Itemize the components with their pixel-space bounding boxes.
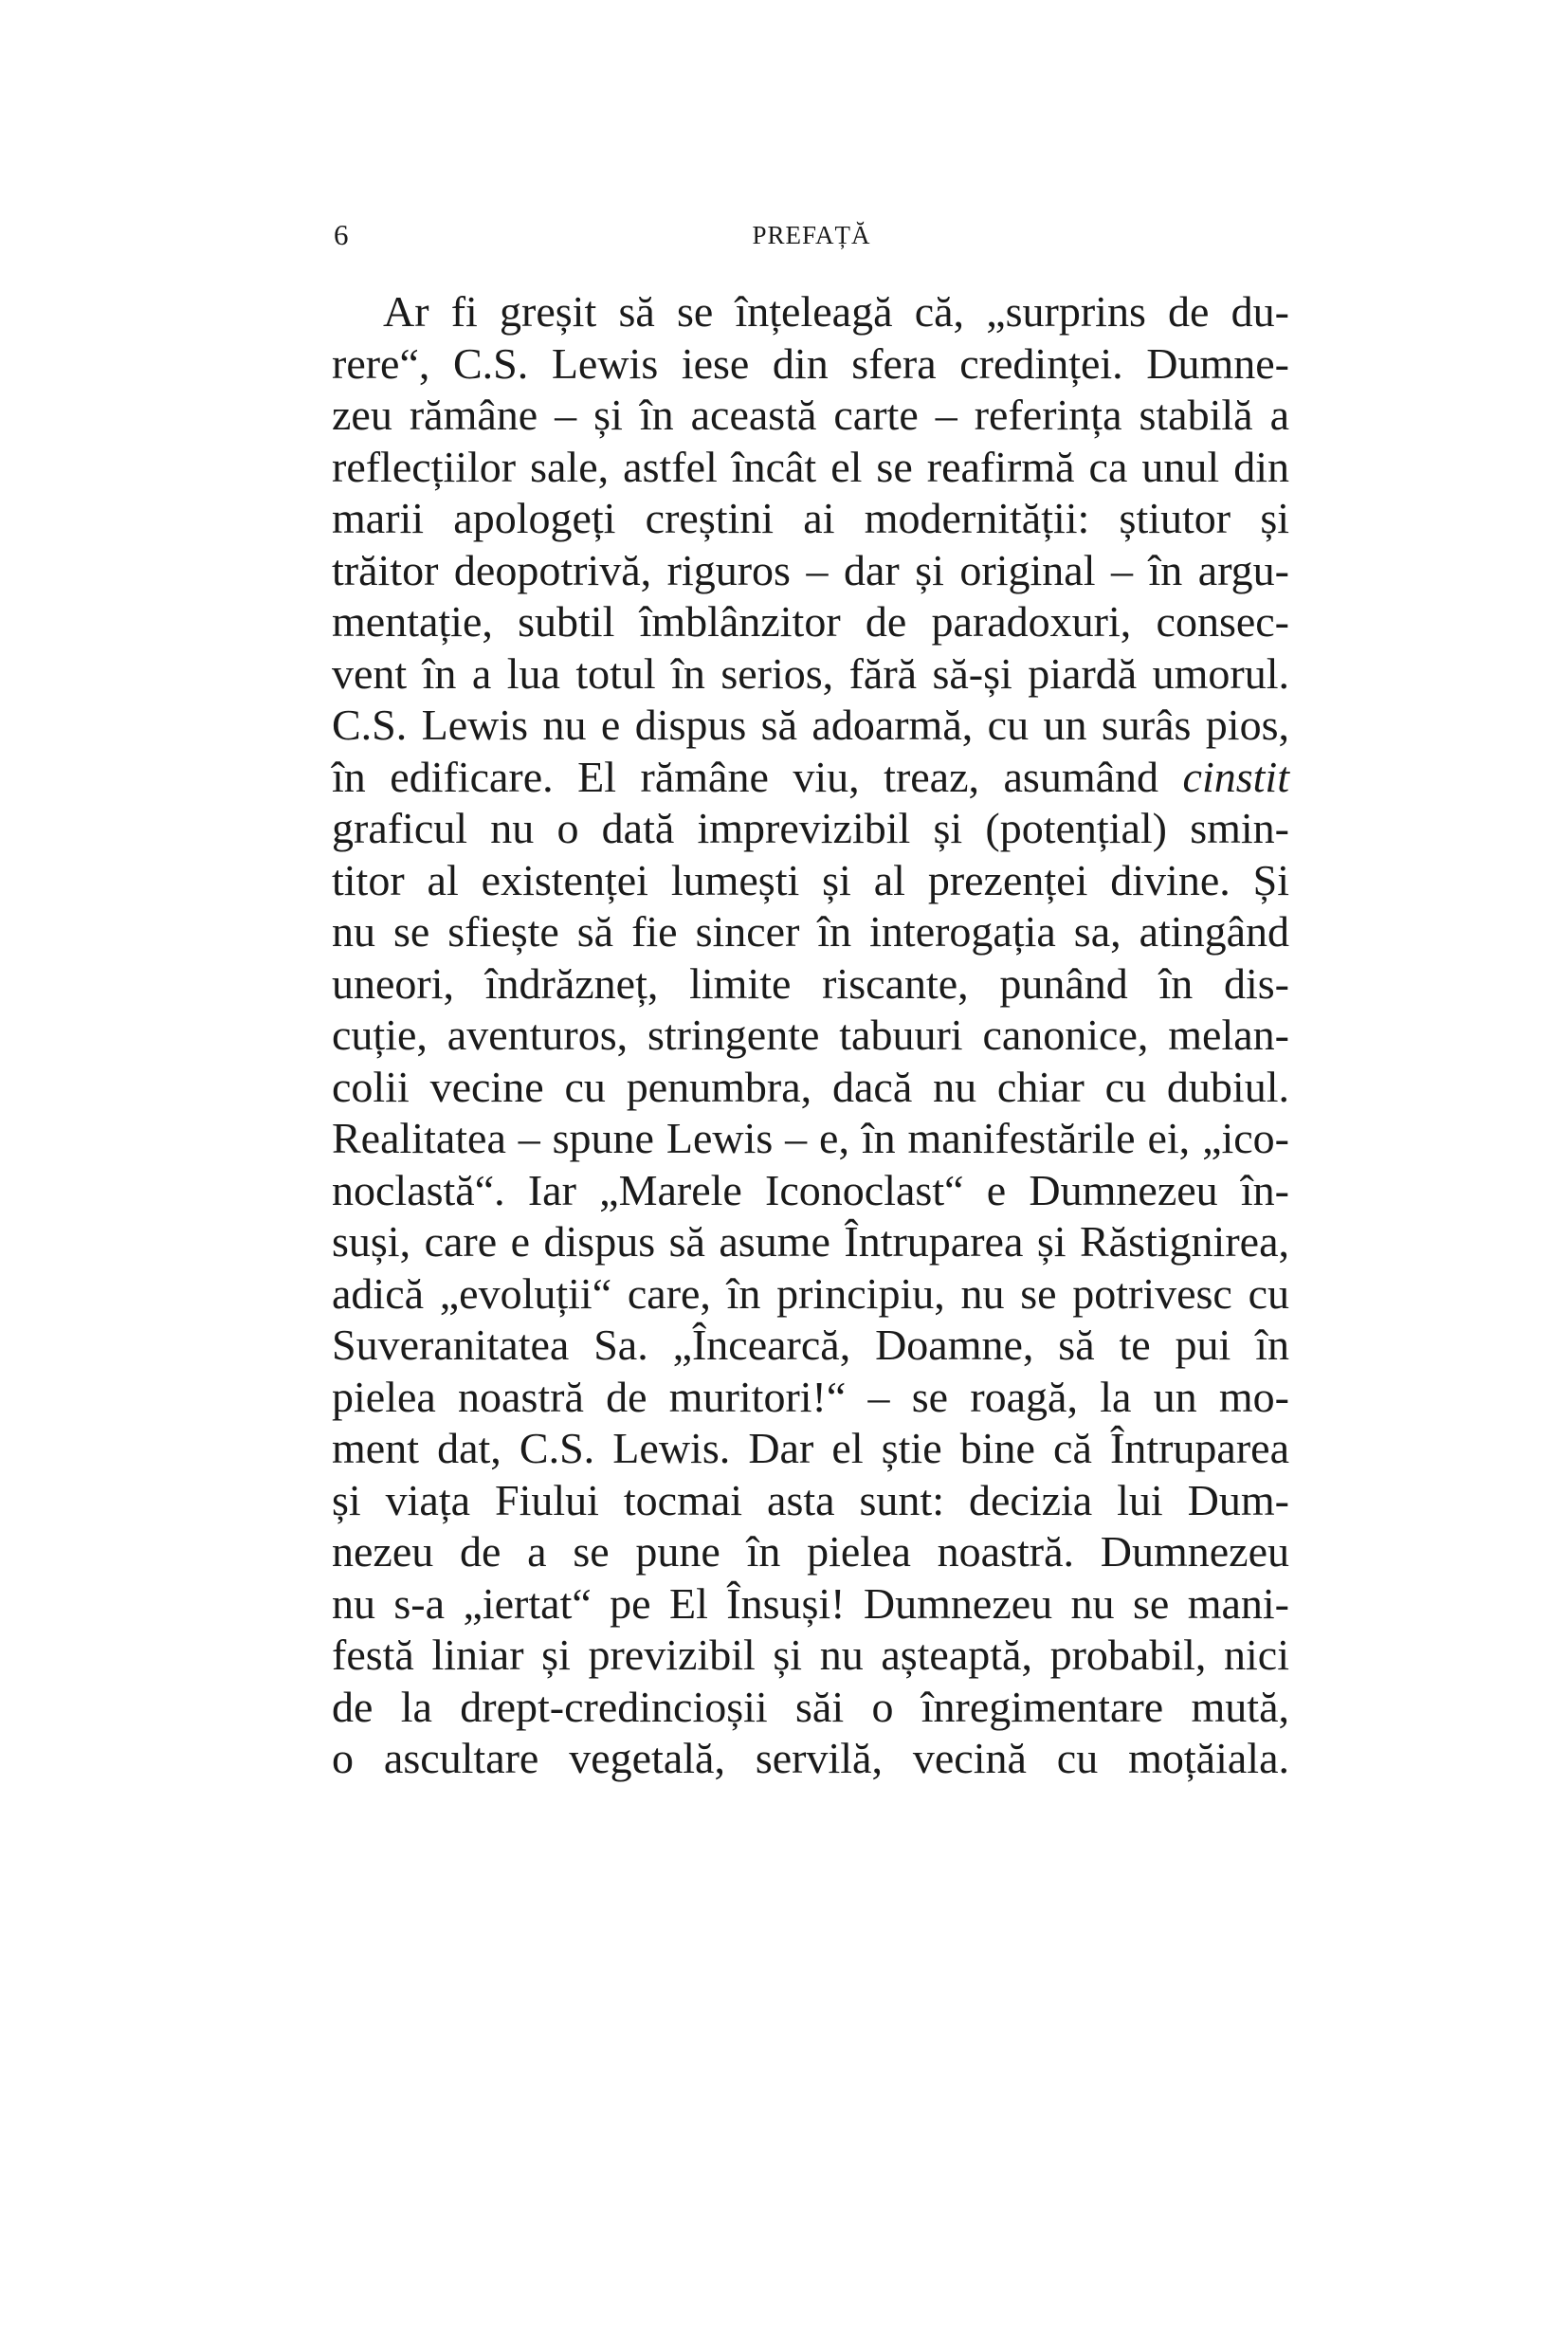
text-line: graficul nu o dată imprevizibil și (potențial) smin- (332, 804, 1289, 852)
text-line: suși, care e dispus să asume Întruparea și Răstignirea, (332, 1217, 1289, 1266)
text-line: cuție, aventuros, stringente tabuuri canonice, melan- (332, 1011, 1289, 1059)
text-line: ment dat, C.S. Lewis. Dar el știe bine că Întruparea (332, 1424, 1289, 1472)
text-line: C.S. Lewis nu e dispus să adoarmă, cu un surâs pios, (332, 701, 1289, 749)
text-line: o ascultare vegetală, servilă, vecină cu moțăiala. (332, 1734, 1289, 1782)
text-line: uneori, îndrăzneț, limite riscante, punând în dis- (332, 958, 1289, 1008)
text-line: zeu rămâne – și în această carte – referința stabilă a (332, 391, 1289, 439)
text-line: nu se sfiește să fie sincer în interogația sa, atingând (332, 907, 1289, 956)
text-line: noclastă“. Iar „Marele Iconoclast“ e Dumnezeu în- (332, 1165, 1289, 1214)
page-number: 6 (334, 218, 349, 251)
body-text (332, 286, 1289, 1785)
text-line: și viața Fiului tocmai asta sunt: decizia lui Dum- (332, 1475, 1289, 1524)
text-line-with-italic (332, 752, 1289, 804)
text-line: Suveranitatea Sa. „Încearcă, Doamne, să te pui în (332, 1321, 1289, 1369)
italic-word: cinstit (1182, 752, 1289, 801)
text-line: marii apologeți creștini ai modernității: știutor și (332, 494, 1289, 542)
text-line: festă liniar și previzibil și nu așteaptă, probabil, nici (332, 1631, 1289, 1679)
text-line: de la drept-credincioșii săi o înregimentare mută, (332, 1682, 1289, 1731)
text-line: Ar fi greșit să se înțeleagă că, „surprins de du- (383, 287, 1289, 336)
text-line: rere“, C.S. Lewis iese din sfera credinței. Dumne- (332, 338, 1289, 388)
text-line: reflecțiilor sale, astfel încât el se reafirmă ca unul din (332, 442, 1289, 491)
text-line: Realitatea – spune Lewis – e, în manifestările ei, „ico- (332, 1114, 1289, 1162)
page-header (334, 216, 1289, 254)
text-line: titor al existenței lumești și al prezenței divine. Și (332, 855, 1289, 904)
text-line: nu s-a „iertat“ pe El Însuși! Dumnezeu nu se mani- (332, 1578, 1289, 1628)
text-line: adică „evoluții“ care, în principiu, nu se potrivesc cu (332, 1268, 1289, 1318)
text-line: trăitor deopotrivă, riguros – dar și original – în argu- (332, 545, 1289, 594)
running-head: PREFAȚĂ (752, 221, 871, 249)
text-line: vent în a lua totul în serios, fără să-și piardă umorul. (332, 648, 1289, 698)
text-line: nezeu de a se pune în pielea noastră. Dumnezeu (332, 1527, 1289, 1576)
text-line: mentație, subtil îmblânzitor de paradoxuri, consec- (332, 597, 1289, 646)
text-line: colii vecine cu penumbra, dacă nu chiar cu dubiul. (332, 1062, 1289, 1111)
text-line: pielea noastră de muritori!“ – se roagă, la un mo- (332, 1372, 1289, 1421)
text-segment: în edificare. El rămâne viu, treaz, asumând (332, 752, 1183, 801)
